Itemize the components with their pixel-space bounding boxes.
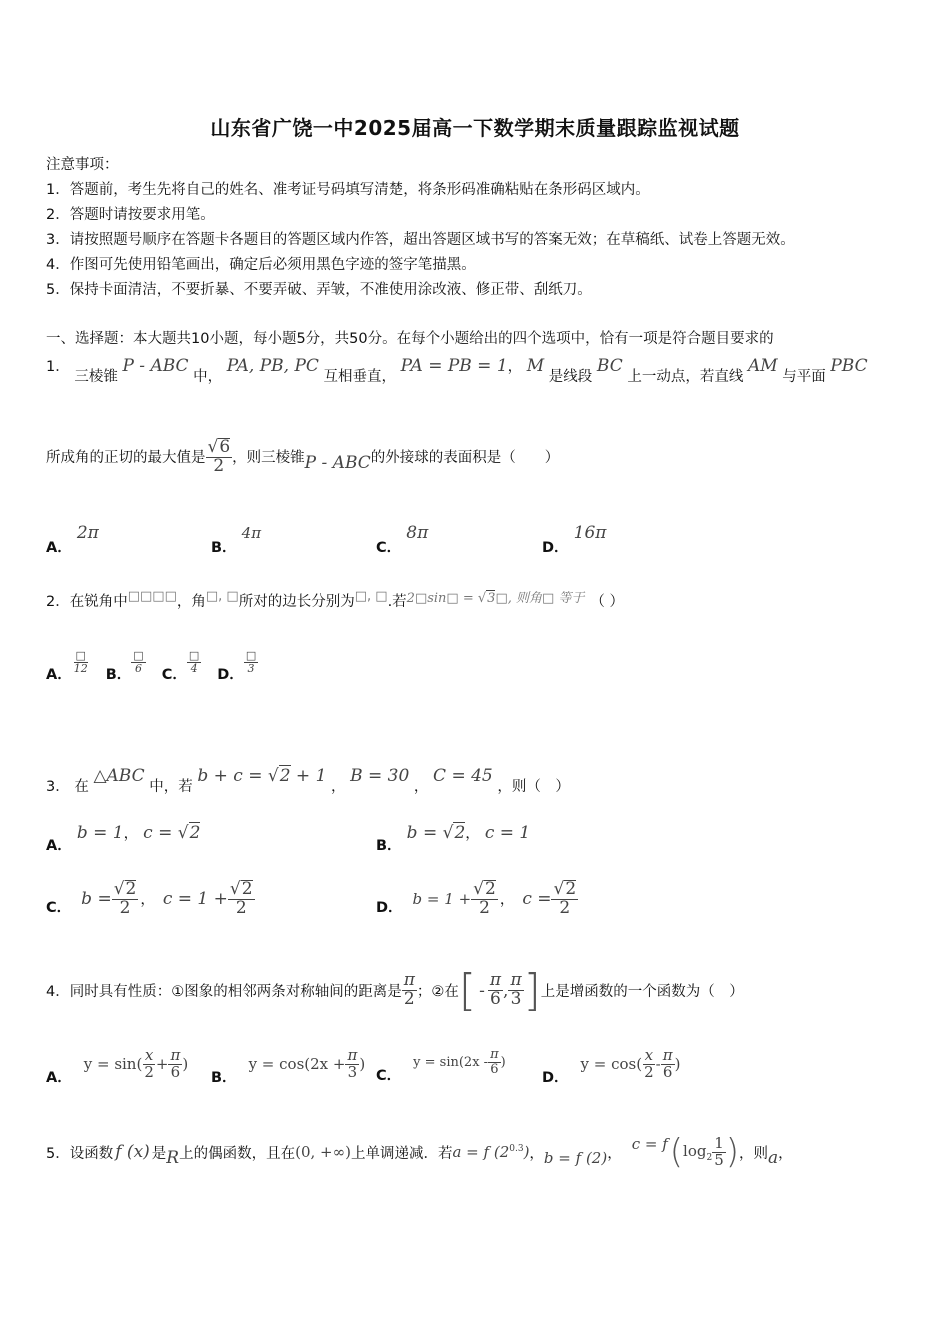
option-value: $\frac{\pi}{6}$ [662,1046,673,1081]
q3-math: b + c = √2 + 1 [197,766,327,786]
q1-fraction: $\frac{√6}{2}$ [207,437,231,476]
q3-text: ， [413,779,429,795]
q5-text: ， [529,1145,544,1162]
notice-item-5: 5．保持卡面清洁，不要折暴、不要弄破、弄皱，不准使用涂改液、修正带、刮纸刀。 [46,282,592,298]
option-value: 2π [76,523,99,543]
q4-text: ；②在 [416,984,459,1000]
option-value: $\frac{□}{3}$ [245,649,257,675]
option-value: b = √2 [406,823,466,843]
option-value: c = 1 [484,823,531,843]
q2-text: .若 [387,594,407,610]
q2-text: 在锐角中 [69,594,128,610]
option-value: b = 1 + [412,889,472,908]
question-number: 4． [46,984,70,1000]
q3-math: △ABC [93,766,145,786]
question-5: 5． 设函数 f (x) 是 R 上的偶函数，且在 (0, +∞) 上单调递减．若 a = f $(2^{0.3})$ ， b = f (2) ， c = f ( $\log_2$ $\frac{1}{5}$ ) ，则 a ， [46,1132,793,1172]
q1-text: 三棱锥 [74,369,118,385]
q2-text: （ ） [590,594,625,610]
question-1-line-2 [46,438,559,476]
q5-math: b = f (2) [543,1149,608,1167]
option-value: $\frac{√2}{2}$ [473,879,496,918]
q4-interval-open: [ [458,965,477,1016]
question-3 [46,765,570,795]
q2-option-d[interactable] [217,650,258,684]
q1-text: 与平面 [782,369,826,385]
option-value: y = cos(2x + [248,1055,346,1074]
question-1 [46,355,868,385]
section-heading: 一、选择题：本大题共10小题，每小题5分，共50分。在每个小题给出的四个选项中，恰有一项是符合题目要求的 [46,331,774,347]
notice-item-3: 3．请按照题号顺序在答题卡各题目的答题区域内作答，超出答题区域书写的答案无效；在草稿纸、试卷上答题无效。 [46,232,795,248]
notice-item-4: 4．作图可先使用铅笔画出，确定后必须用黑色字迹的签字笔描黑。 [46,257,476,273]
option-label: B． [211,540,237,556]
option-value: $\frac{√2}{2}$ [113,879,137,918]
option-label: D． [542,1069,569,1086]
option-value: $\frac{\pi}{6}$ [170,1046,181,1081]
q5-math: $\log_2$ [683,1141,713,1163]
q2-text: ，角 [176,594,206,610]
option-label: A． [46,838,72,854]
q1-text: 中， [193,369,223,385]
q4-text: 上是增函数的一个函数为（ ） [540,984,744,1000]
q5-text: ， [778,1145,793,1162]
q4-interval-lower: $\frac{\pi}{6}$ [489,970,502,1009]
option-label: B． [376,838,402,854]
option-value: 8π [406,523,429,543]
q1-text: 互相垂直， [323,369,397,385]
question-number: 5． [46,1145,70,1162]
q1-option-d[interactable] [542,522,607,556]
q1-math: AM [747,356,778,376]
q5-text: 设函数 [69,1145,114,1162]
option-label: D． [376,900,403,917]
q5-text: 上单调递减．若 [350,1145,453,1162]
q4-interval-upper: $\frac{\pi}{3}$ [510,970,522,1009]
option-label: A． [46,1069,72,1086]
option-value: $\frac{□}{6}$ [133,649,144,675]
question-number: 2． [46,594,70,610]
q1-text: 所成角的正切的最大值是 [46,450,206,467]
question-number: 1． [46,359,70,375]
q4-interval-close: ] [523,965,541,1016]
q2-garbled-math: □, □ [354,589,388,604]
q4-option-d[interactable]: D． y = cos( $\frac{x}{2}$ - $\frac{\pi}{6}$ ) [542,1046,681,1086]
option-label: B． [211,1069,237,1086]
q3-text: 在 [74,779,89,795]
notice-item-1: 1．答题前，考生先将自己的姓名、准考证号码填写清楚，将条形码准确粘贴在条形码区域内。 [46,182,650,198]
q1-option-c[interactable] [376,522,429,556]
option-label: B． [105,667,132,684]
option-value: c = √2 [143,823,201,843]
q3-option-c[interactable]: C． b = $\frac{√2}{2}$ ， c = 1 + $\frac{√2}{2}$ [46,879,253,918]
q2-garbled-math: 2□sin□ = √3□, 则角□ 等于 [406,591,585,606]
option-value: 4π [241,524,262,542]
option-label: C． [376,540,402,556]
q5-text: ，则 [739,1145,769,1162]
q1-text: ， [507,359,523,375]
q1-math: M [526,356,545,376]
q5-math: c = f [631,1135,668,1153]
q5-math: a [768,1148,779,1168]
q2-garbled-math: □□□□ [127,589,177,604]
q3-option-b[interactable]: B． b = √2， c = 1 [376,823,531,854]
option-value: $\frac{√2}{2}$ [553,879,577,918]
q1-math: PBC [830,356,868,376]
q3-math: B = 30 [350,766,410,786]
q1-math: P - ABC [304,452,371,473]
q3-option-d[interactable]: D． b = 1 + $\frac{√2}{2}$ ， c = $\frac{√2}{2}$ [376,879,577,918]
option-value: b = [81,888,112,909]
option-value: $\frac{□}{4}$ [188,649,200,675]
q4-option-b[interactable]: B． y = cos(2x + $\frac{\pi}{3}$ ) [211,1046,366,1086]
q1-text: 的外接球的表面积是（ ） [370,450,560,467]
question-2 [46,590,624,611]
q5-text: 是 [151,1145,167,1162]
option-value: $\frac{√2}{2}$ [229,879,253,918]
q3-text: ， [331,779,346,795]
q2-option-c[interactable] [162,650,202,684]
q3-text: 中，若 [149,779,193,795]
q3-option-a[interactable]: A． b = 1， c = √2 [46,823,201,854]
q5-math: a = f $(2^{0.3})$ [452,1143,530,1161]
option-value: $\frac{□}{12}$ [73,649,88,675]
option-value: c = [522,888,552,909]
option-label: D． [542,540,569,556]
option-label: C． [376,1067,402,1084]
q4-text: 同时具有性质：①图象的相邻两条对称轴间的距离是 [69,984,402,1000]
question-4: 4． 同时具有性质：①图象的相邻两条对称轴间的距离是 $\frac{\pi}{2}$ ；②在 [ - $\frac{\pi}{6}$ , $\frac{\pi}{3}$ ] 上是增函数的一个函数为（ ） [46,965,744,1016]
q1-option-a[interactable] [46,522,99,556]
q1-math: P - ABC [122,356,189,376]
q5-fraction: $\frac{1}{5}$ [714,1133,724,1169]
q3-math: C = 45 [433,766,493,786]
q5-math: R [166,1148,180,1168]
q5-math: f (x) [115,1142,150,1162]
option-value: y = cos( [580,1055,643,1074]
option-label: A． [46,540,72,556]
q1-math: BC [596,356,623,376]
q2-option-a[interactable] [46,650,90,684]
question-number: 3． [46,779,70,795]
q4-fraction: $\frac{\pi}{2}$ [403,970,415,1009]
notice-heading: 注意事项： [46,157,119,173]
q1-frac-num: 6 [219,437,231,457]
q1-text: 是线段 [548,369,593,385]
q5-text: ， [607,1145,622,1162]
option-label: C． [46,900,72,917]
q1-frac-den: 2 [213,455,225,476]
q1-text: ，则三棱锥 [232,450,305,467]
exam-title: 山东省广饶一中2025届高一下数学期末质量跟踪监视试题 [210,116,740,140]
q1-math: PA = PB = 1 [400,356,508,376]
option-value: $\frac{\pi}{6}$ [490,1047,499,1077]
option-value: y = sin( [83,1055,143,1074]
q1-text: 上一动点，若直线 [627,369,744,385]
option-value: 16π [573,523,607,543]
option-value: c = 1 + [162,888,228,909]
q2-text: 所对的边长分别为 [238,594,355,610]
q5-text: 上的偶函数，且在 [179,1145,296,1162]
option-label: C． [161,667,187,684]
option-label: A． [46,667,72,684]
notice-item-2: 2．答题时请按要求用笔。 [46,207,215,223]
q1-option-b[interactable] [211,522,262,556]
option-value: $\frac{x}{2}$ [144,1046,154,1081]
q2-option-b[interactable] [106,650,146,684]
option-value: b = 1 [76,823,124,843]
option-label: D． [217,667,244,684]
q3-text: ，则（ ） [497,779,570,795]
option-value: $\frac{\pi}{3}$ [347,1046,358,1081]
q4-option-a[interactable]: A． y = sin( $\frac{x}{2}$ + $\frac{\pi}{6}$ ) [46,1046,189,1086]
q1-math: PA, PB, PC [226,356,319,376]
option-value: y = sin(2x - [413,1054,489,1070]
q2-garbled-math: □, □ [205,589,239,604]
q4-option-c[interactable]: C． y = sin(2x - $\frac{\pi}{6}$ ) [376,1047,506,1084]
option-value: $\frac{x}{2}$ [644,1046,654,1081]
q2-options [46,650,258,684]
q5-math: (0, +∞) [295,1143,351,1161]
